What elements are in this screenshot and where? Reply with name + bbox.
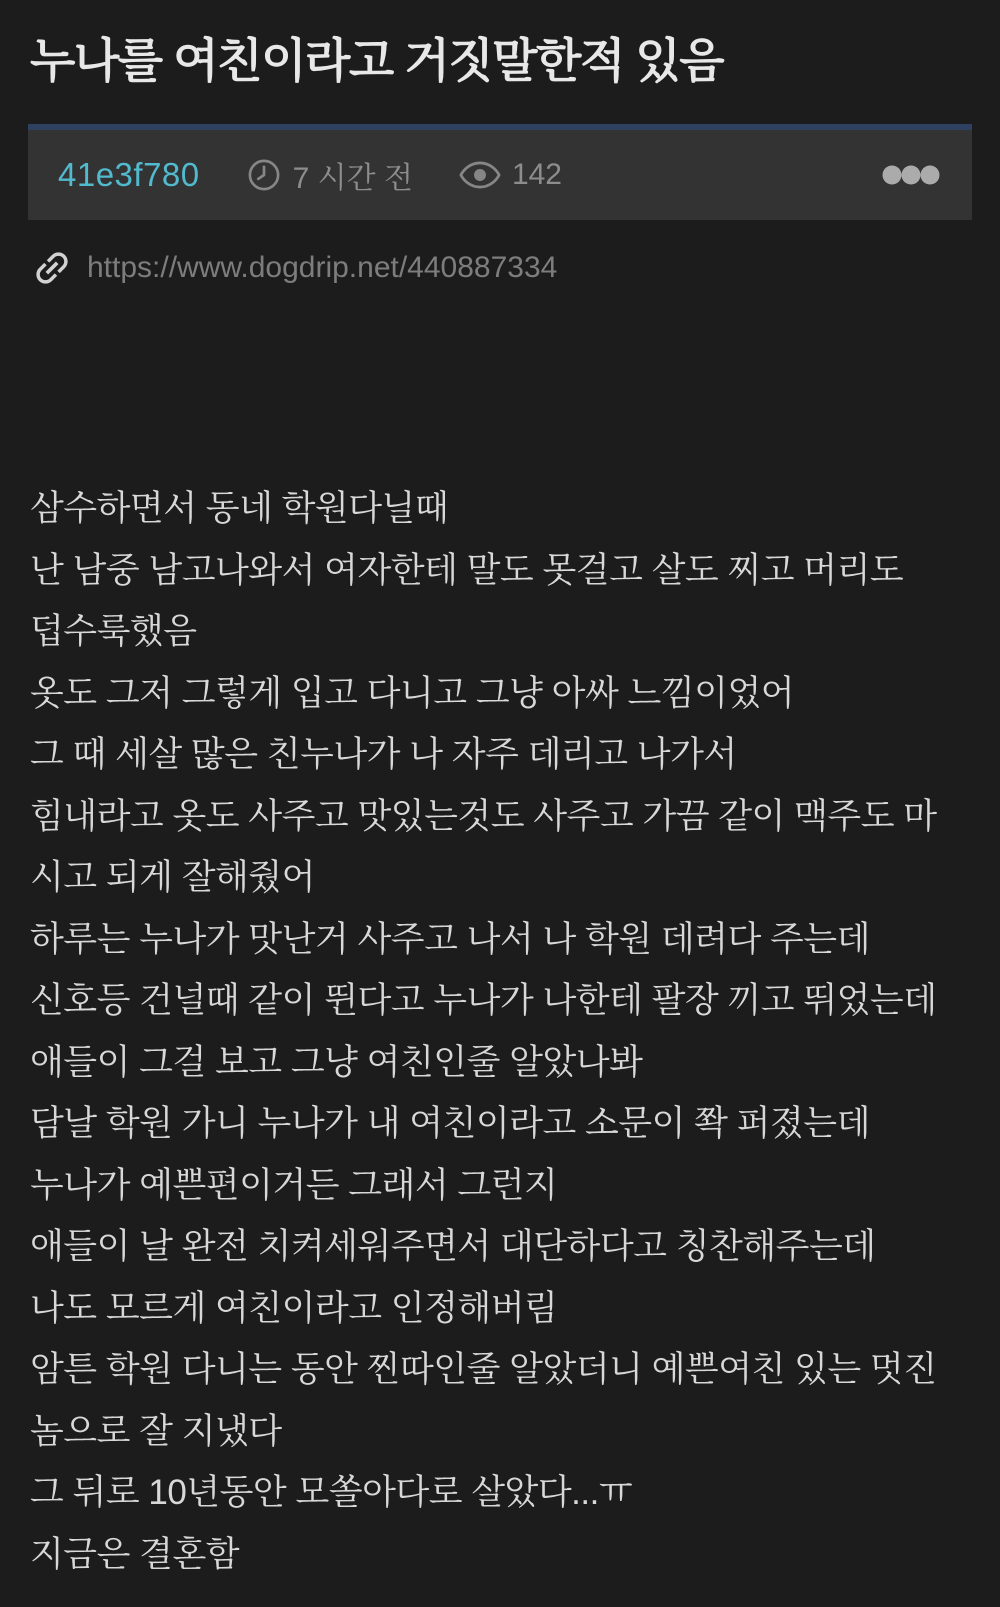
view-count: 142 <box>511 158 562 191</box>
source-url-link[interactable]: https://www.dogdrip.net/440887334 <box>87 251 558 284</box>
body-line: 옷도 그저 그렇게 입고 다니고 그냥 아싸 느낌이었어 <box>30 673 795 713</box>
body-line: 애들이 날 완전 치켜세워주면서 대단하다고 칭찬해주는데 <box>30 1227 876 1266</box>
body-line: 담날 학원 가니 누나가 내 여친이라고 소문이 쫙 퍼졌는데 <box>30 1104 870 1143</box>
post-meta-bar <box>28 124 972 220</box>
body-line: 애들이 그걸 보고 그냥 여친인줄 알았나봐 <box>30 1042 643 1082</box>
body-line: 누나가 예쁜편이거든 그래서 그런지 <box>30 1165 558 1205</box>
more-options-button[interactable] <box>880 155 942 195</box>
post-body <box>30 478 970 1585</box>
ellipsis-icon <box>882 165 940 185</box>
body-line: 나도 모르게 여친이라고 인정해버림 <box>30 1288 558 1328</box>
body-line: 지금은 결혼함 <box>30 1534 240 1574</box>
body-line: 그 때 세살 많은 친누나가 나 자주 데리고 나가서 <box>30 735 737 774</box>
post-time <box>246 153 413 197</box>
source-link-row <box>30 242 970 294</box>
page-title: 누나를 여친이라고 거짓말한적 있음 <box>30 34 724 87</box>
clock-icon <box>246 157 282 193</box>
eye-icon <box>459 160 501 190</box>
body-line: 덥수룩했음 <box>30 612 197 651</box>
body-line: 신호등 건널때 같이 뛴다고 누나가 나한테 팔장 끼고 뛰었는데 <box>30 981 937 1020</box>
body-line: 하루는 누나가 맛난거 사주고 나서 나 학원 데려다 주는데 <box>30 919 870 959</box>
body-line: 힘내라고 옷도 사주고 맛있는것도 사주고 가끔 같이 맥주도 마 <box>30 796 937 836</box>
post-time-text: 7 시간 전 <box>292 162 413 195</box>
body-line: 시고 되게 잘해줬어 <box>30 858 315 897</box>
post-views <box>459 158 562 192</box>
body-line: 암튼 학원 다니는 동안 찐따인줄 알았더니 예쁜여친 있는 멋진 <box>30 1350 937 1389</box>
chain-link-icon <box>30 246 74 290</box>
body-line: 삼수하면서 동네 학원다닐때 <box>30 489 449 528</box>
body-line: 난 남중 남고나와서 여자한테 말도 못걸고 살도 찌고 머리도 <box>30 550 904 590</box>
body-line: 놈으로 잘 지냈다 <box>30 1411 282 1451</box>
body-line: 그 뒤로 10년동안 모쏠아다로 살았다...ㅠ <box>30 1473 633 1512</box>
author-username-link[interactable]: 41e3f780 <box>58 156 200 193</box>
